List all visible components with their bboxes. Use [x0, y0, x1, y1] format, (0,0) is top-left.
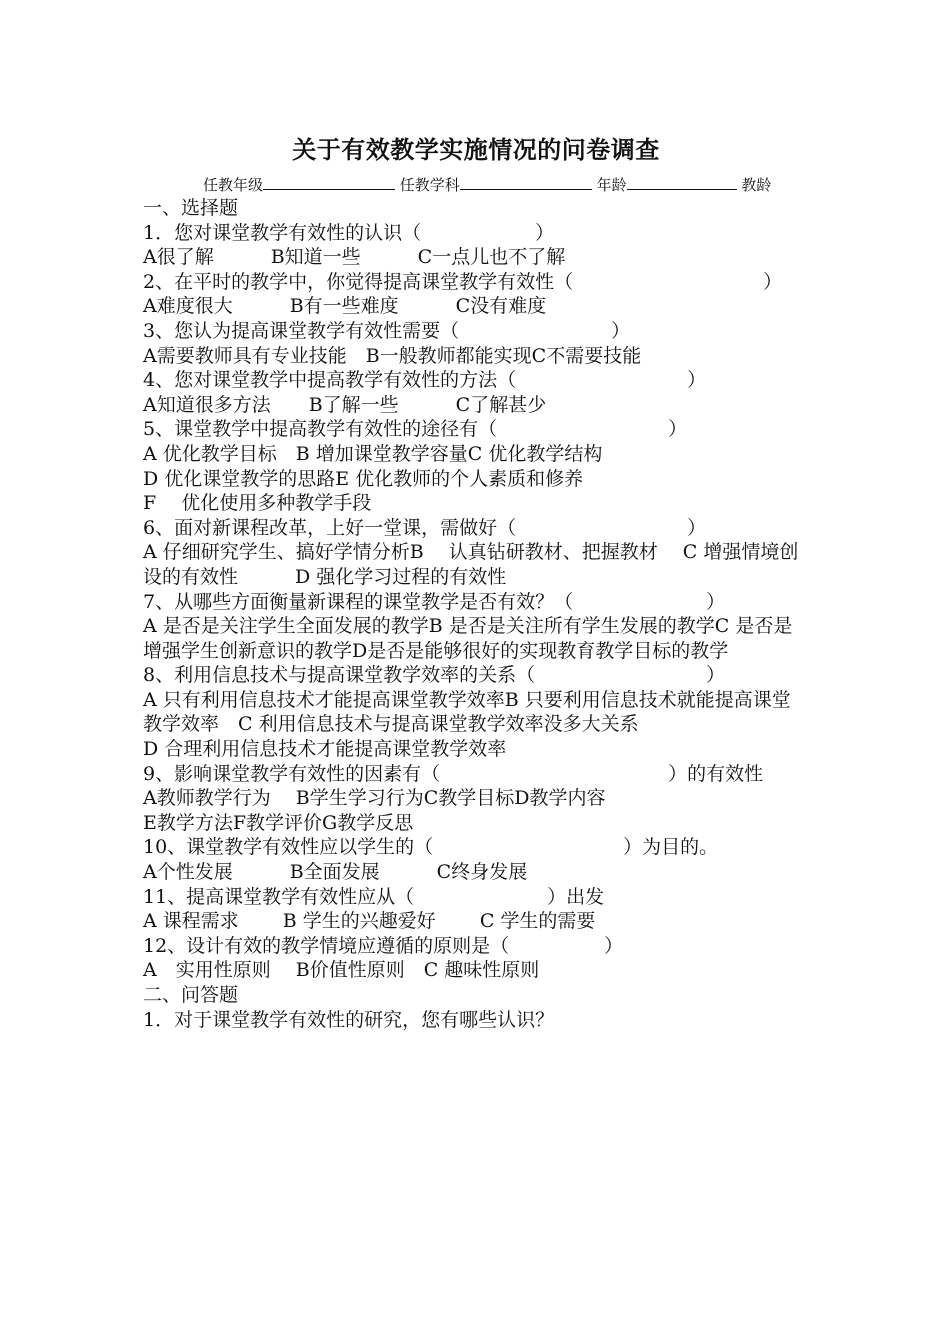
- question-11-options: A 课程需求 B 学生的兴趣爱好 C 学生的需要: [143, 910, 596, 933]
- question-5-options-a: A 优化教学目标 B 增加课堂教学容量C 优化教学结构: [143, 442, 603, 465]
- question-12: 12、设计有效的教学情境应遵循的原则是（ ）: [143, 934, 624, 957]
- question-9-options-a: A教师教学行为 B学生学习行为C教学目标D教学内容: [143, 787, 606, 810]
- question-1-options: A很了解 B知道一些 C一点儿也不了解: [143, 246, 566, 269]
- question-5: 5、课堂教学中提高教学有效性的途径有（ ）: [143, 418, 688, 441]
- question-9: 9、影响课堂教学有效性的因素有（ ）的有效性: [143, 762, 764, 785]
- subject-blank: [460, 175, 592, 190]
- respondent-info-row: [143, 174, 809, 196]
- question-4: 4、您对课堂教学中提高教学有效性的方法（ ）: [143, 369, 707, 392]
- essay-question-1: 1．对于课堂教学有效性的研究，您有哪些认识？: [143, 1008, 555, 1031]
- teaching-years-label: 教龄: [741, 176, 772, 194]
- question-12-options: A 实用性原则 B价值性原则 C 趣味性原则: [143, 959, 540, 982]
- subject-label: 任教学科: [399, 176, 460, 194]
- question-10: 10、课堂教学有效性应以学生的（ ）为目的。: [143, 836, 719, 859]
- question-8-options-abc: A 只有利用信息技术才能提高课堂教学效率B 只要利用信息技术就能提高课堂教学效率 C 利用信息技术与提高课堂教学效率没多大关系: [143, 688, 791, 736]
- question-2-options: A难度很大 B有一些难度 C没有难度: [143, 295, 547, 318]
- section-heading-essay: 二、问答题: [143, 984, 239, 1006]
- question-7: 7、从哪些方面衡量新课程的课堂教学是否有效？（ ）: [143, 590, 726, 613]
- question-8: 8、利用信息技术与提高课堂教学效率的关系（ ）: [143, 664, 726, 687]
- question-6: 6、面对新课程改革，上好一堂课，需做好（ ）: [143, 516, 707, 539]
- question-11: 11、提高课堂教学有效性应从（ ）出发: [143, 885, 605, 908]
- age-blank: [627, 175, 737, 190]
- question-10-options: A个性发展 B全面发展 C终身发展: [143, 861, 528, 884]
- questionnaire-page: [143, 130, 809, 1032]
- question-2: 2、在平时的教学中，你觉得提高课堂教学有效性（ ）: [143, 270, 783, 293]
- question-5-options-d: D 优化课堂教学的思路E 优化教师的个人素质和修养: [143, 467, 584, 490]
- question-3: 3、您认为提高课堂教学有效性需要（ ）: [143, 319, 631, 342]
- grade-label: 任教年级: [203, 176, 264, 194]
- section-heading-choice: 一、选择题: [143, 197, 239, 219]
- question-4-options: A知道很多方法 B了解一些 C了解甚少: [143, 393, 547, 416]
- question-5-options-f: F 优化使用多种教学手段: [143, 492, 372, 515]
- question-list: [143, 196, 809, 1032]
- question-1: 1．您对课堂教学有效性的认识（ ）: [143, 221, 555, 244]
- document-title: 关于有效教学实施情况的问卷调查: [292, 136, 660, 164]
- question-3-options: A需要教师具有专业技能 B一般教师都能实现C不需要技能: [143, 344, 642, 367]
- question-7-options: A 是否是关注学生全面发展的教学B 是否是关注所有学生发展的教学C 是否是增强学生创新意识的教学D是否是能够很好的实现教育教学目标的教学: [143, 615, 793, 662]
- age-label: 年龄: [596, 176, 627, 194]
- question-6-options: A 仔细研究学生、搞好学情分析B 认真钻研教材、把握教材 C 增强情境创设的有效性 D 强化学习过程的有效性: [143, 541, 799, 588]
- question-8-options-d: D 合理利用信息技术才能提高课堂教学效率: [143, 738, 507, 761]
- grade-blank: [263, 175, 395, 190]
- question-9-options-e: E教学方法F教学评价G教学反思: [143, 811, 414, 834]
